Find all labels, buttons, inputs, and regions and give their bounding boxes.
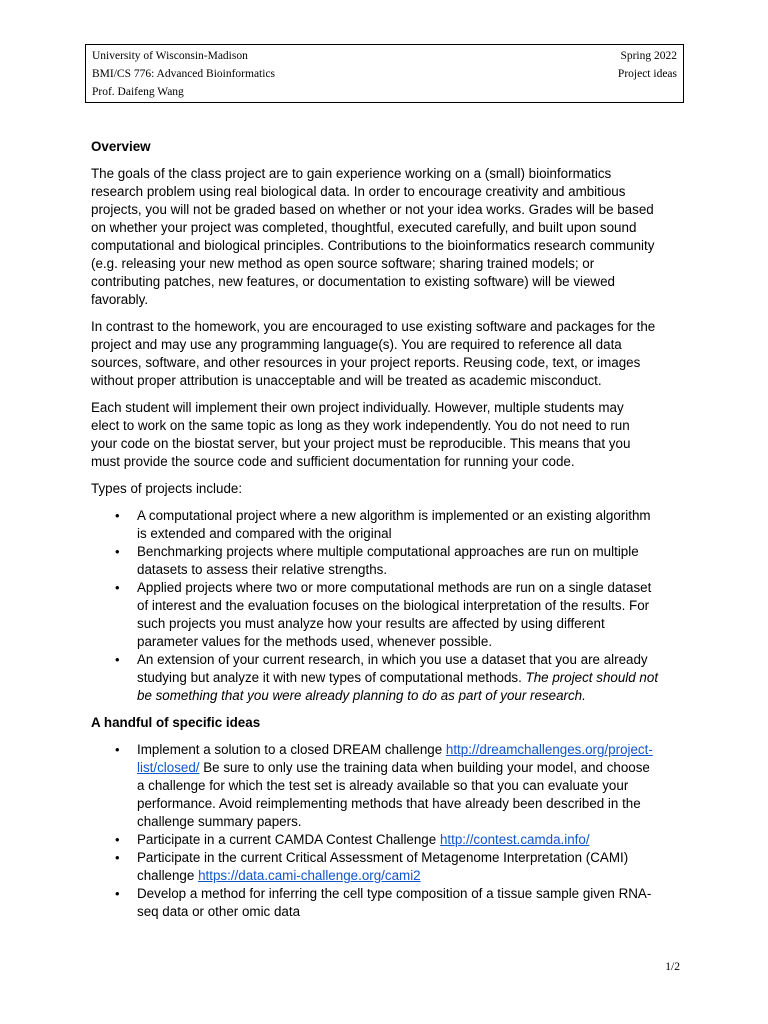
camda-contest-link[interactable]: http://contest.camda.info/ <box>439 832 590 847</box>
list-item: • An extension of your current research, in which you use a dataset that you are already studying but analyze it with new types of computational methods. The project should not be something that you were already planning to do as part of your research. <box>115 652 659 703</box>
bullet-icon: • <box>115 580 120 595</box>
list-item: • A computational project where a new algorithm is implemented or an existing algorithm is extended and compared with the original <box>115 508 651 541</box>
bullet-icon: • <box>115 652 120 667</box>
course-header <box>85 44 684 103</box>
ideas-list <box>91 741 681 921</box>
document-type: Project ideas <box>617 68 677 80</box>
list-item: • Applied projects where two or more computational methods are run on a single dataset of interest and the evaluation focuses on the biological interpretation of the results. For such projects you must analyze how your results are affected by using different parameter values for the methods used, whenever possible. <box>115 580 652 649</box>
overview-heading: Overview <box>91 139 151 154</box>
list-item: • Participate in a current CAMDA Contest Challenge http://contest.camda.info/ <box>115 832 590 847</box>
bullet-icon: • <box>115 850 120 865</box>
page-number: 1/2 <box>665 961 680 973</box>
list-item: • Benchmarking projects where multiple computational approaches are run on multiple datasets to assess their relative strengths. <box>115 544 639 577</box>
cami-challenge-link[interactable]: https://data.cami-challenge.org/cami2 <box>198 868 421 883</box>
overview-paragraph-software: In contrast to the homework, you are encouraged to use existing software and packages for the project and may use any programming language(s). You are required to reference all data sources, software, and other resources in your project reports. Reusing code, text, or images without proper attribution is unacceptable and will be treated as academic misconduct. <box>91 319 656 388</box>
project-types-intro: Types of projects include: <box>91 481 243 496</box>
bullet-icon: • <box>115 508 120 523</box>
list-item: • Participate in the current Critical Assessment of Metagenome Interpretation (CAMI) challenge https://data.cami-challenge.org/cami2 <box>115 850 629 883</box>
document-body <box>91 138 681 930</box>
course-title: BMI/CS 776: Advanced Bioinformatics <box>92 68 276 80</box>
overview-paragraph-goals: The goals of the class project are to gain experience working on a (small) bioinformatics research problem using real biological data. In order to encourage creativity and ambitious projects, you will not be graded based on whether or not your idea works. Grades will be based on whether your project was completed, thoughtful, executed carefully, and built upon sound computational and biological principles. Contributions to the bioinformatics research community (e.g. releasing your new method as open source software; sharing trained models; or contributing patches, new features, or documentation to existing software) will be viewed favorably. <box>91 166 655 307</box>
list-item: • Develop a method for inferring the cell type composition of a tissue sample given RNA- seq data or other omic data <box>115 886 652 919</box>
dream-challenges-link[interactable]: http://dreamchallenges.org/project- <box>445 742 653 757</box>
list-item: • Implement a solution to a closed DREAM challenge http://dreamchallenges.org/project- list/closed/ Be sure to only use the training data when building your model, and choose a challenge for which the test set is already available so that you can evaluate your performance. Avoid reimplementing methods that have already been described in the challenge summary papers. <box>115 742 653 829</box>
bullet-icon: • <box>115 544 120 559</box>
project-types-list <box>91 507 681 705</box>
instructor-name: Prof. Daifeng Wang <box>92 86 184 98</box>
ideas-heading: A handful of specific ideas <box>91 715 261 730</box>
bullet-icon: • <box>115 886 120 901</box>
bullet-icon: • <box>115 832 120 847</box>
term: Spring 2022 <box>620 50 677 62</box>
dream-challenges-link-continued[interactable]: list/closed/ <box>137 760 200 775</box>
bullet-icon: • <box>115 742 120 757</box>
university-name: University of Wisconsin-Madison <box>92 50 248 62</box>
overview-paragraph-individual: Each student will implement their own project individually. However, multiple students may elect to work on the same topic as long as they work independently. You do not need to run your code on the biostat server, but your project must be reproducible. This means that you must provide the source code and sufficient documentation for running your code. <box>91 400 631 469</box>
